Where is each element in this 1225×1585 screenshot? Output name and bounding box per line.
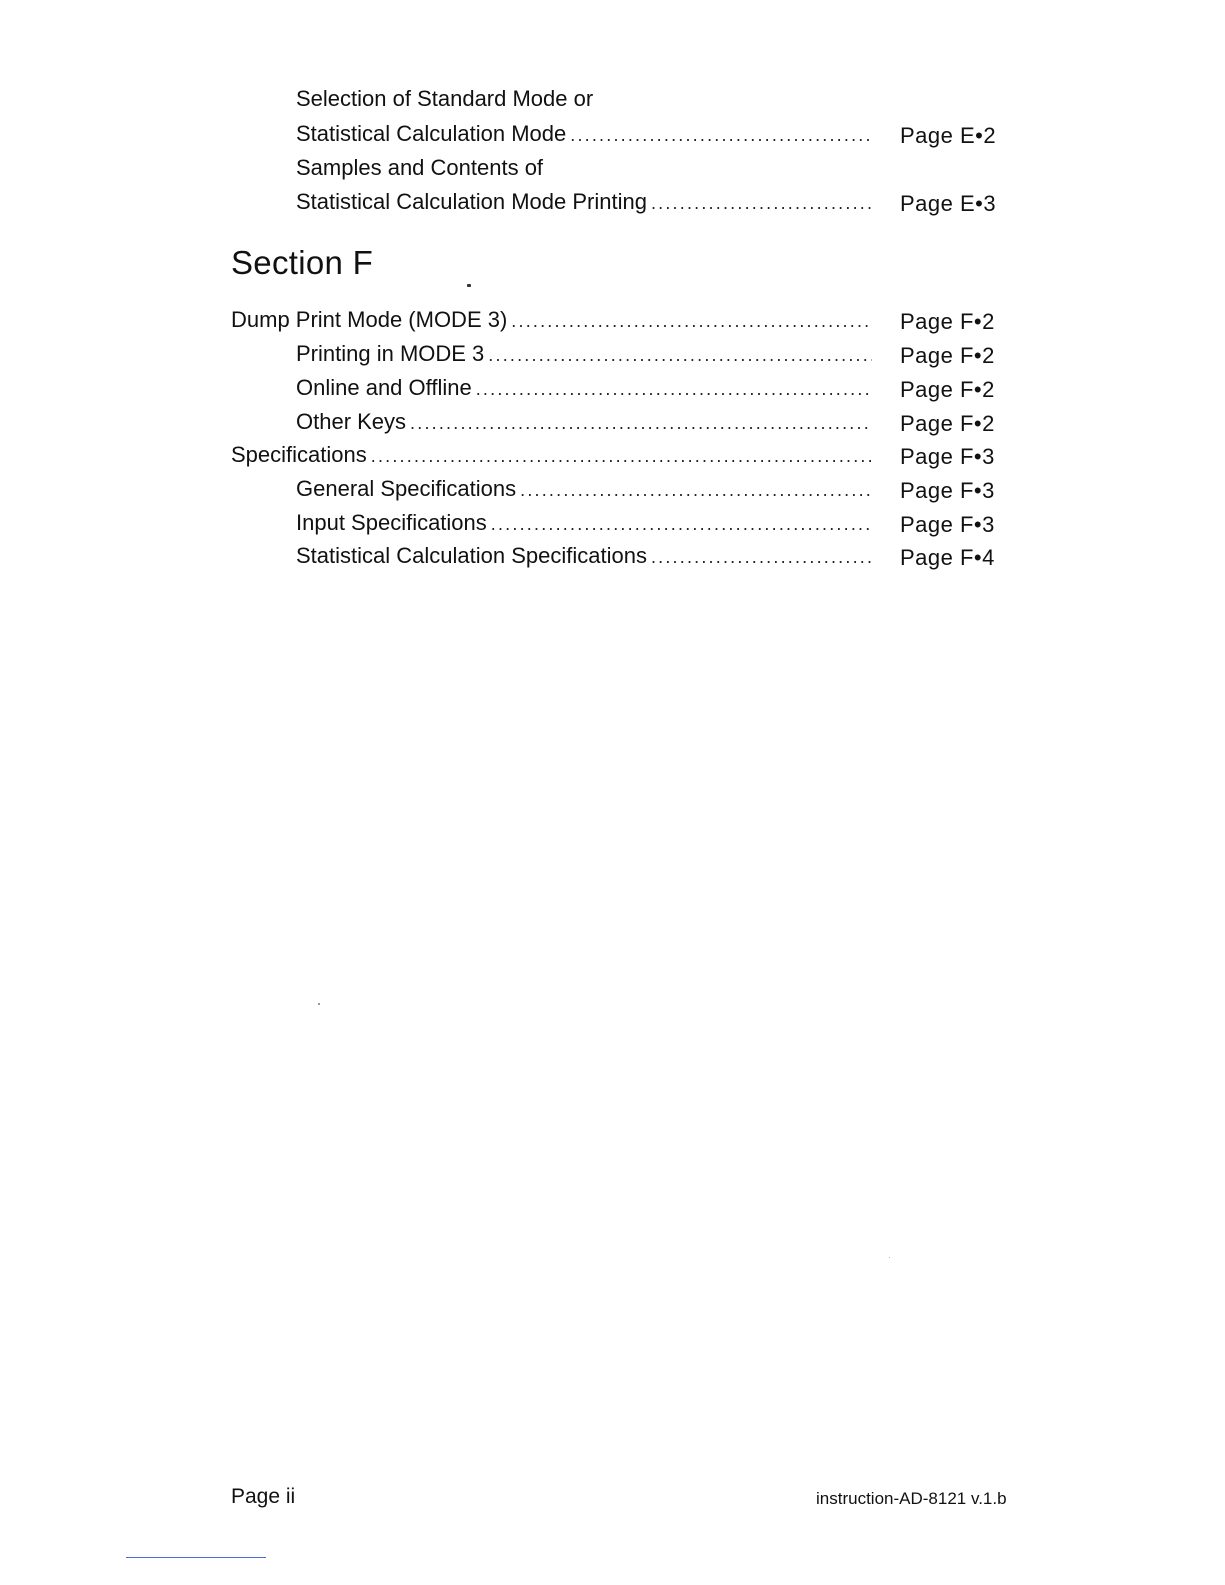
- toc-page-ref[interactable]: Page F•3: [900, 512, 995, 537]
- toc-entry-text: General Specifications: [296, 474, 520, 504]
- toc-page-ref[interactable]: Page F•2: [900, 377, 995, 402]
- bottom-rule: [126, 1557, 266, 1558]
- toc-entry-text: Other Keys: [296, 407, 410, 437]
- toc-page-ref[interactable]: Page F•3: [900, 444, 995, 469]
- toc-entry-text: Input Specifications: [296, 508, 491, 538]
- toc-page-ref[interactable]: Page F•3: [900, 478, 995, 503]
- dot-leader: [491, 509, 872, 539]
- footer-page-number: Page ii: [231, 1485, 296, 1508]
- toc-page-ref-e1[interactable]: Page E•2: [900, 123, 997, 148]
- toc-entry[interactable]: [296, 541, 872, 571]
- scan-speck: [318, 1003, 320, 1005]
- toc-entry[interactable]: [296, 407, 872, 437]
- toc-entry-text: Specifications: [231, 440, 371, 470]
- toc-entry-text: Online and Offline: [296, 373, 476, 403]
- dot-leader: [651, 188, 872, 218]
- toc-entry[interactable]: [231, 440, 872, 470]
- toc-page-ref[interactable]: Page F•2: [900, 411, 995, 436]
- footer-doc-id: instruction-AD-8121 v.1.b: [816, 1489, 1007, 1508]
- toc-entry[interactable]: [296, 474, 872, 504]
- scan-speck: [467, 284, 471, 287]
- toc-page-ref[interactable]: Page F•2: [900, 343, 995, 368]
- toc-entry-e2-line1: Samples and Contents of: [296, 155, 544, 180]
- section-heading: Section F: [231, 244, 374, 281]
- scan-speck: [889, 1257, 890, 1258]
- toc-page-ref[interactable]: Page F•2: [900, 309, 995, 334]
- toc-entry-text: Printing in MODE 3: [296, 339, 488, 369]
- toc-entry-e1[interactable]: [296, 119, 872, 149]
- toc-entry-e1-line2: Statistical Calculation Mode: [296, 119, 570, 149]
- toc-page-ref[interactable]: Page F•4: [900, 545, 995, 570]
- toc-entry-text: Dump Print Mode (MODE 3): [231, 305, 511, 335]
- toc-entry[interactable]: [296, 508, 872, 538]
- dot-leader: [511, 306, 872, 336]
- dot-leader: [371, 441, 872, 471]
- toc-entry-e2[interactable]: [296, 187, 872, 217]
- dot-leader: [520, 475, 872, 505]
- toc-entry-e1-line1: Selection of Standard Mode or: [296, 86, 594, 111]
- toc-entry[interactable]: [296, 373, 872, 403]
- dot-leader: [570, 120, 872, 150]
- dot-leader: [410, 408, 872, 438]
- toc-page-ref-e2[interactable]: Page E•3: [900, 191, 997, 216]
- dot-leader: [651, 542, 872, 572]
- toc-entry[interactable]: [296, 339, 872, 369]
- toc-entry-text: Statistical Calculation Specifications: [296, 541, 651, 571]
- dot-leader: [476, 374, 872, 404]
- dot-leader: [488, 340, 872, 370]
- toc-entry-e2-line2: Statistical Calculation Mode Printing: [296, 187, 651, 217]
- toc-entry[interactable]: [231, 305, 872, 335]
